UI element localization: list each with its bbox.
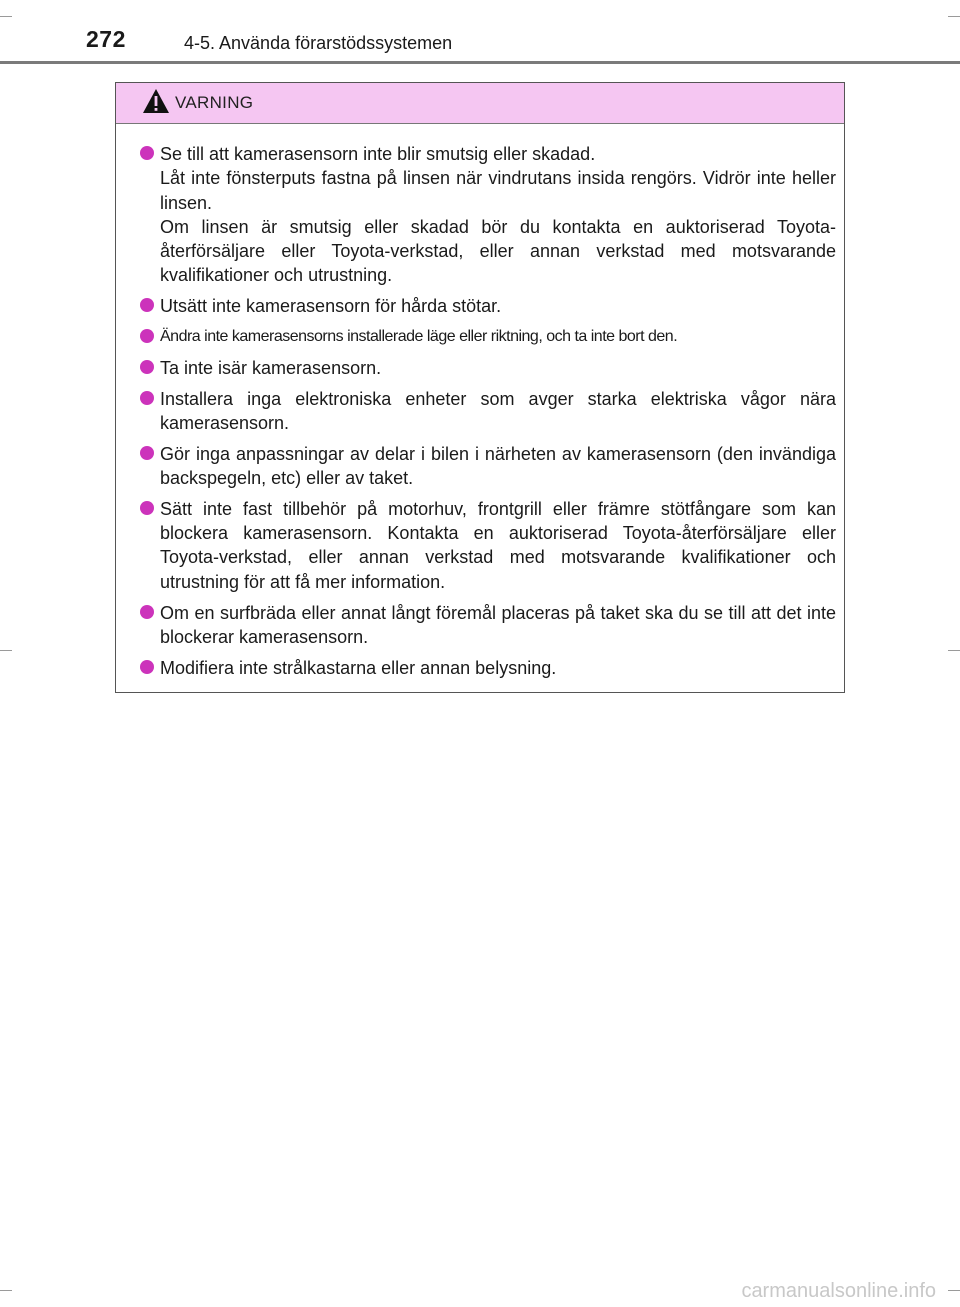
- watermark: carmanualsonline.info: [741, 1280, 936, 1302]
- list-item: [160, 142, 836, 288]
- list-item-text: Om linsen är smutsig eller skadad bör du kontakta en auktoriserad Toyota-återförsäljare eller Toyota-verkstad, eller annan verkstad med motsvarande kvalifikationer och utrustning.: [160, 216, 836, 286]
- page-header: [0, 0, 960, 66]
- header-divider: [0, 61, 960, 64]
- list-item: [160, 497, 836, 594]
- bullet-icon: [140, 360, 154, 374]
- warning-list: [116, 124, 844, 680]
- bullet-icon: [140, 446, 154, 460]
- warning-label: VARNING: [175, 93, 254, 112]
- section-title: 4-5. Använda förarstödssystemen: [184, 33, 453, 53]
- bullet-icon: [140, 605, 154, 619]
- bullet-icon: [140, 146, 154, 160]
- list-item: [160, 325, 836, 349]
- list-item-text: Modifiera inte strålkastarna eller annan belysning.: [160, 657, 557, 678]
- crop-mark: [948, 1290, 960, 1291]
- list-item-text: Installera inga elektroniska enheter som avger starka elektriska vågor nära kamerasensorn.: [160, 388, 836, 433]
- list-item-text: Utsätt inte kamerasensorn för hårda stötar.: [160, 296, 502, 317]
- list-item: [160, 656, 836, 680]
- crop-mark: [0, 650, 12, 651]
- list-item-text: Om en surfbräda eller annat långt föremål placeras på taket ska du se till att det inte blockerar kamerasensorn.: [160, 602, 836, 647]
- bullet-icon: [140, 298, 154, 312]
- page-number: 272: [86, 26, 126, 52]
- list-item: [160, 387, 836, 436]
- crop-mark: [948, 650, 960, 651]
- warning-triangle-icon: [142, 88, 170, 114]
- warning-header: [116, 83, 844, 124]
- list-item-text: Låt inte fönsterputs fastna på linsen när vindrutans insida rengörs. Vidrör inte heller linsen.: [160, 168, 836, 213]
- crop-mark: [0, 1290, 12, 1291]
- list-item-text: Gör inga anpassningar av delar i bilen i närheten av kamerasensorn (den invändiga backspegeln, etc) eller av taket.: [160, 443, 836, 489]
- list-item: [160, 442, 836, 491]
- list-item-text: Ändra inte kamerasensorns installerade läge eller riktning, och ta inte bort den.: [160, 328, 678, 346]
- bullet-icon: [140, 329, 154, 343]
- warning-box: [115, 82, 845, 693]
- list-item-text: Se till att kamerasensorn inte blir smutsig eller skadad.: [160, 144, 596, 164]
- list-item: [160, 294, 836, 318]
- bullet-icon: [140, 391, 154, 405]
- bullet-icon: [140, 660, 154, 674]
- list-item-text: Sätt inte fast tillbehör på motorhuv, frontgrill eller främre stötfångare som kan blockera kamerasensorn. Kontakta en auktoriserad Toyota-återförsäljare eller Toyota-verkstad, eller annan verkstad med motsvarande kvalifikationer och utrustning för att få mer information.: [160, 498, 836, 592]
- list-item: [160, 356, 836, 380]
- list-item: [160, 601, 836, 650]
- list-item-text: Ta inte isär kamerasensorn.: [160, 357, 382, 378]
- bullet-icon: [140, 501, 154, 515]
